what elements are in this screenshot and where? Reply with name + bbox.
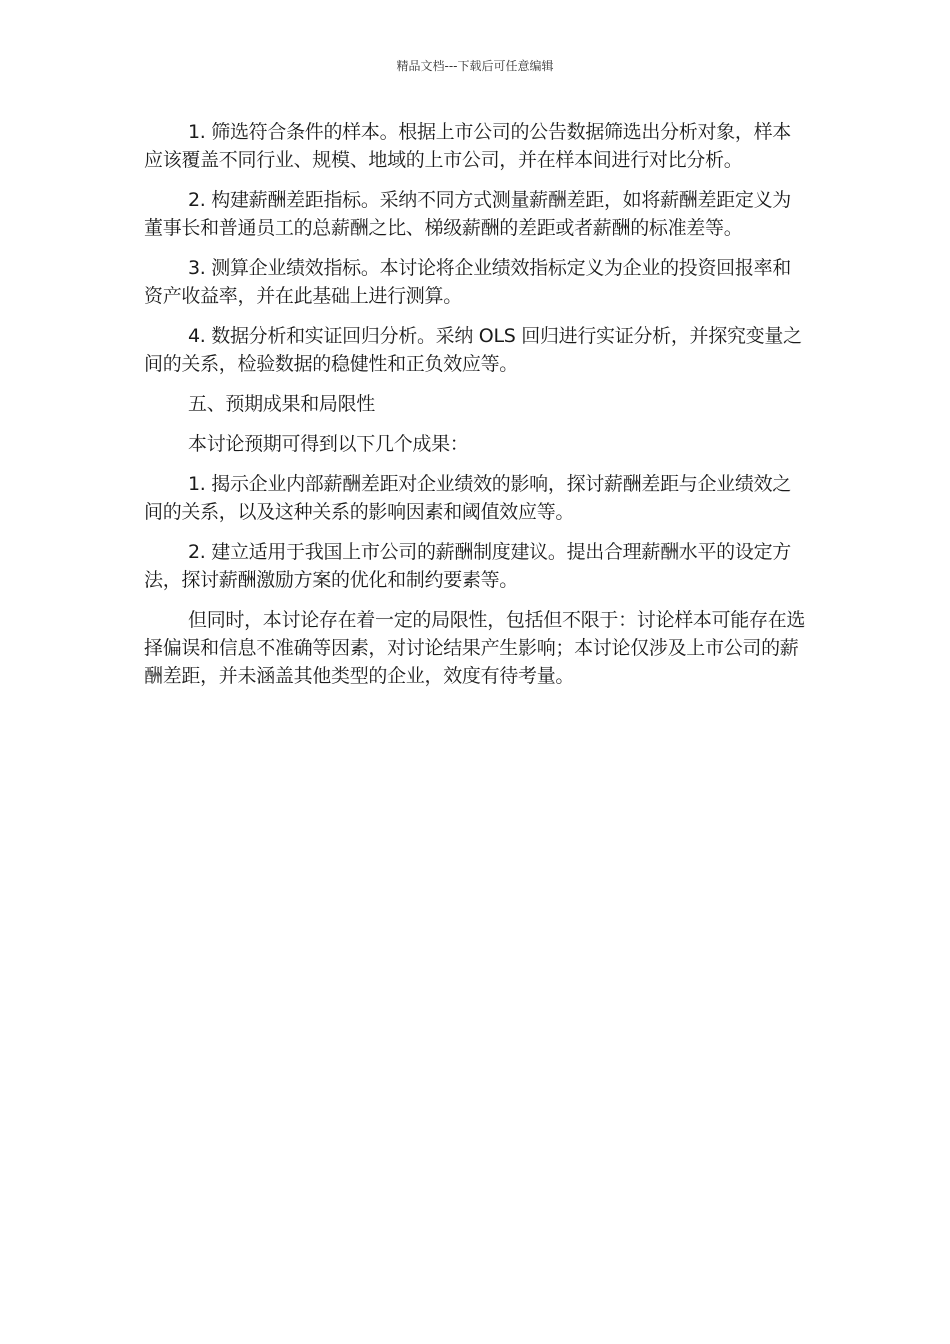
page-header: 精品文档---下载后可任意编辑 [396,59,554,73]
paragraph-result-2: 2. 建立适用于我国上市公司的薪酬制度建议。提出合理薪酬水平的设定方法，探讨薪酬激励方案的优化和制约要素等。 [144,541,791,591]
paragraph-step-1: 1. 筛选符合条件的样本。根据上市公司的公告数据筛选出分析对象，样本应该覆盖不同行业、规模、地域的上市公司，并在样本间进行对比分析。 [144,121,791,171]
paragraph-limitations: 但同时，本讨论存在着一定的局限性，包括但不限于：讨论样本可能存在选择偏误和信息不准确等因素，对讨论结果产生影响；本讨论仅涉及上市公司的薪酬差距，并未涵盖其他类型的企业，效度有待考量。 [144,609,806,687]
paragraph-results-intro: 本讨论预期可得到以下几个成果： [188,433,469,455]
paragraph-step-3: 3. 测算企业绩效指标。本讨论将企业绩效指标定义为企业的投资回报率和资产收益率，并在此基础上进行测算。 [144,257,791,307]
paragraph-result-1: 1. 揭示企业内部薪酬差距对企业绩效的影响，探讨薪酬差距与企业绩效之间的关系，以及这种关系的影响因素和阈值效应等。 [144,473,791,523]
section-heading-expected-results: 五、预期成果和局限性 [188,393,376,415]
paragraph-step-4: 4. 数据分析和实证回归分析。采纳 OLS 回归进行实证分析，并探究变量之间的关系，检验数据的稳健性和正负效应等。 [144,325,802,375]
paragraph-step-2: 2. 构建薪酬差距指标。采纳不同方式测量薪酬差距，如将薪酬差距定义为董事长和普通员工的总薪酬之比、梯级薪酬的差距或者薪酬的标准差等。 [144,189,791,239]
document-body [144,118,808,702]
